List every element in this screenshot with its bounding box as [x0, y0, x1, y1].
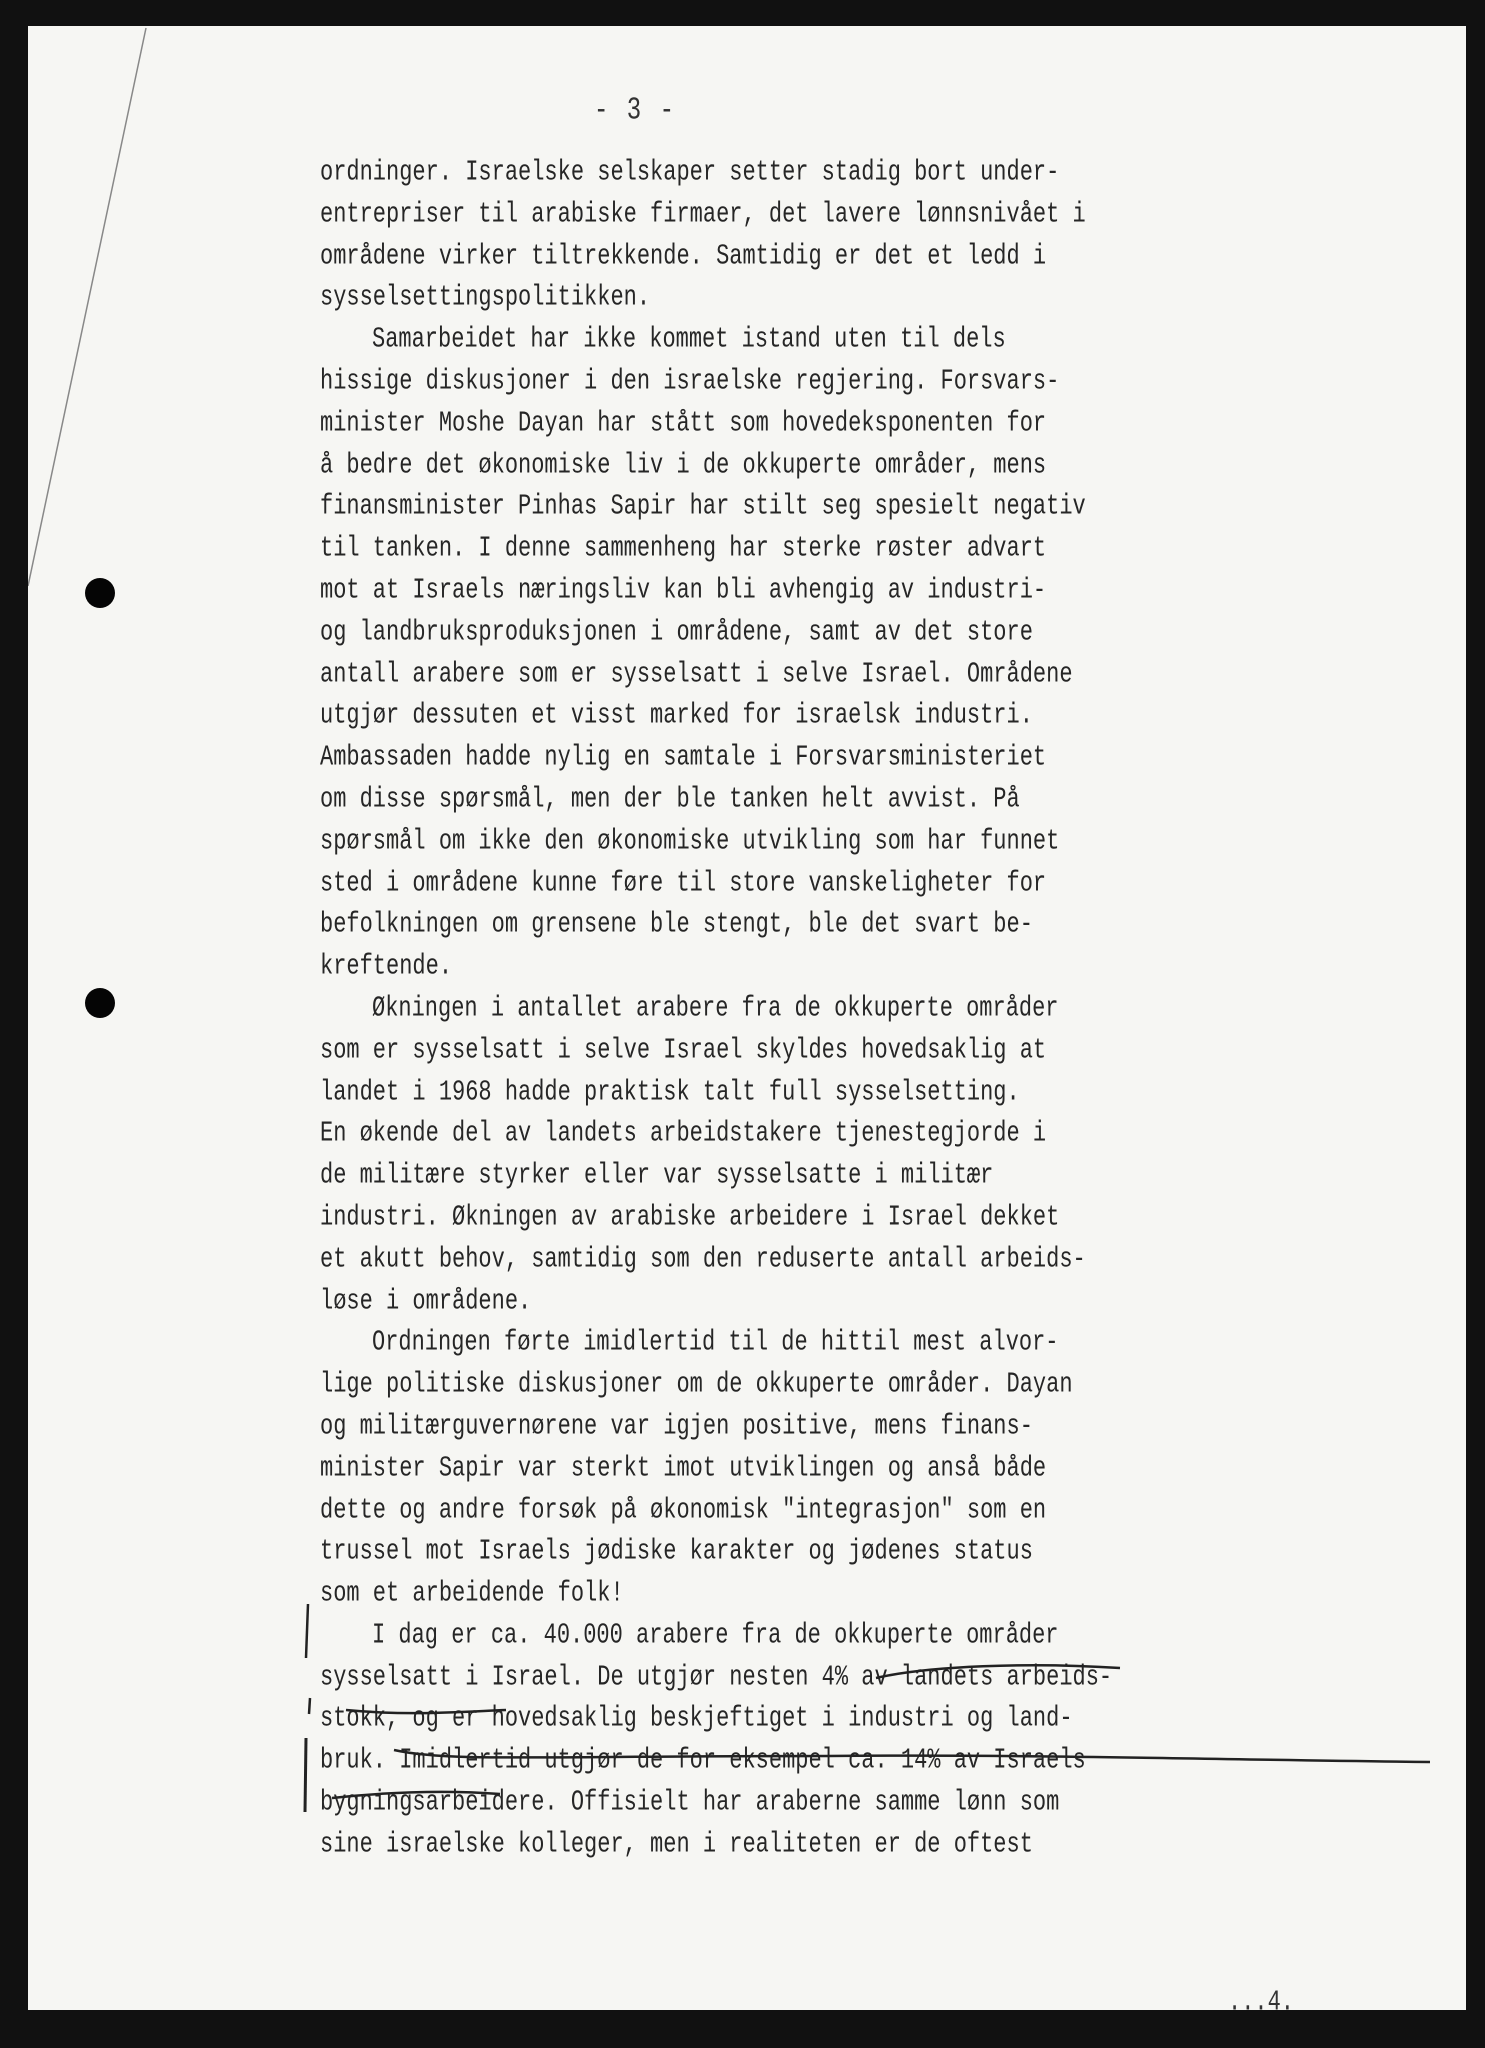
margin-bar: [306, 1604, 308, 1658]
document-page: [28, 26, 1466, 2019]
text-line: minister Sapir var sterkt imot utviklingen og anså både: [320, 1451, 1047, 1485]
text-line: stokk, og er hovedsaklig beskjeftiget i industri og land-: [320, 1702, 1073, 1736]
text-line: utgjør dessuten et visst marked for israelsk industri.: [320, 699, 1033, 732]
text-line: bruk. Imidlertid utgjør de for eksempel ca. 14% av Israels: [320, 1744, 1086, 1777]
text-line: de militære styrker eller var sysselsatte i militær: [320, 1159, 994, 1192]
handwritten-annotations: [28, 26, 1466, 2010]
text-line: industri. Økningen av arabiske arbeidere i Israel dekket: [320, 1201, 1060, 1234]
text-line: områdene virker tiltrekkende. Samtidig er det et ledd i: [320, 239, 1047, 273]
text-line: sted i områdene kunne føre til store vanskeligheter for: [320, 866, 1047, 900]
margin-bar: [309, 1698, 310, 1714]
text-line: Ambassaden hadde nylig en samtale i Forsvarsministeriet: [320, 741, 1047, 774]
text-line: sysselsatt i Israel. De utgjør nesten 4% av landets arbeids-: [320, 1660, 1113, 1694]
text-line: sysselsettingspolitikken.: [320, 281, 651, 315]
text-line: mot at Israels næringsliv kan bli avhengig av industri-: [320, 574, 1047, 607]
text-line: finansminister Pinhas Sapir har stilt seg spesielt negativ: [320, 490, 1086, 524]
text-line: dette og andre forsøk på økonomisk "integrasjon" som en: [320, 1493, 1047, 1527]
text-line: til tanken. I denne sammenheng har sterke røster advart: [320, 532, 1047, 565]
text-line: om disse spørsmål, men der ble tanken helt avvist. På: [320, 783, 1020, 816]
text-line: løse i områdene.: [320, 1284, 532, 1318]
underline: [332, 1792, 500, 1798]
text-line: lige politiske diskusjoner om de okkuperte områder. Dayan: [320, 1368, 1073, 1401]
underline: [876, 1665, 1120, 1678]
text-line: kreftende.: [320, 950, 453, 983]
underline: [346, 1710, 506, 1713]
text-line: En økende del av landets arbeidstakere tjenestegjorde i: [320, 1117, 1047, 1150]
text-line: hissige diskusjoner i den israelske regjering. Forsvars-: [320, 365, 1060, 398]
text-line: trussel mot Israels jødiske karakter og jødenes status: [320, 1535, 1033, 1568]
text-line: landet i 1968 hadde praktisk talt full sysselsetting.: [320, 1075, 1020, 1109]
text-line: ordninger. Israelske selskaper setter stadig bort under-: [320, 156, 1060, 189]
text-line: sine israelske kolleger, men i realiteten er de oftest: [320, 1828, 1033, 1861]
text-line: I dag er ca. 40.000 arabere fra de okkuperte områder: [372, 1619, 1059, 1652]
text-line: og militærguvernørene var igjen positive, mens finans-: [320, 1410, 1033, 1443]
text-line: bygningsarbeidere. Offisielt har araberne samme lønn som: [320, 1786, 1060, 1819]
text-line: minister Moshe Dayan har stått som hovedeksponenten for: [320, 406, 1047, 440]
text-line: entrepriser til arabiske firmaer, det lavere lønnsnivået i: [320, 197, 1086, 231]
text-line: som er sysselsatt i selve Israel skyldes hovedsaklig at: [320, 1033, 1047, 1067]
text-line: Samarbeidet har ikke kommet istand uten til dels: [372, 323, 1006, 356]
margin-bar: [305, 1738, 306, 1812]
text-line: som et arbeidende folk!: [320, 1577, 624, 1610]
text-line: antall arabere som er sysselsatt i selve Israel. Områdene: [320, 657, 1073, 691]
text-line: og landbruksproduksjonen i områdene, samt av det store: [320, 615, 1033, 649]
text-line: Ordningen førte imidlertid til de hittil mest alvor-: [372, 1326, 1059, 1359]
underline: [394, 1750, 1430, 1762]
text-line: å bedre det økonomiske liv i de okkuperte områder, mens: [320, 448, 1047, 482]
text-line: spørsmål om ikke den økonomiske utvikling som har funnet: [320, 824, 1060, 858]
fold-line: [28, 28, 146, 586]
text-line: Økningen i antallet arabere fra de okkuperte områder: [372, 992, 1059, 1025]
page-number: - 3 -: [594, 93, 677, 130]
text-line: et akutt behov, samtidig som den reduserte antall arbeids-: [320, 1242, 1086, 1276]
text-line: befolkningen om grensene ble stengt, ble det svart be-: [320, 908, 1033, 941]
continuation-marker: ...4.: [1228, 1986, 1295, 2019]
